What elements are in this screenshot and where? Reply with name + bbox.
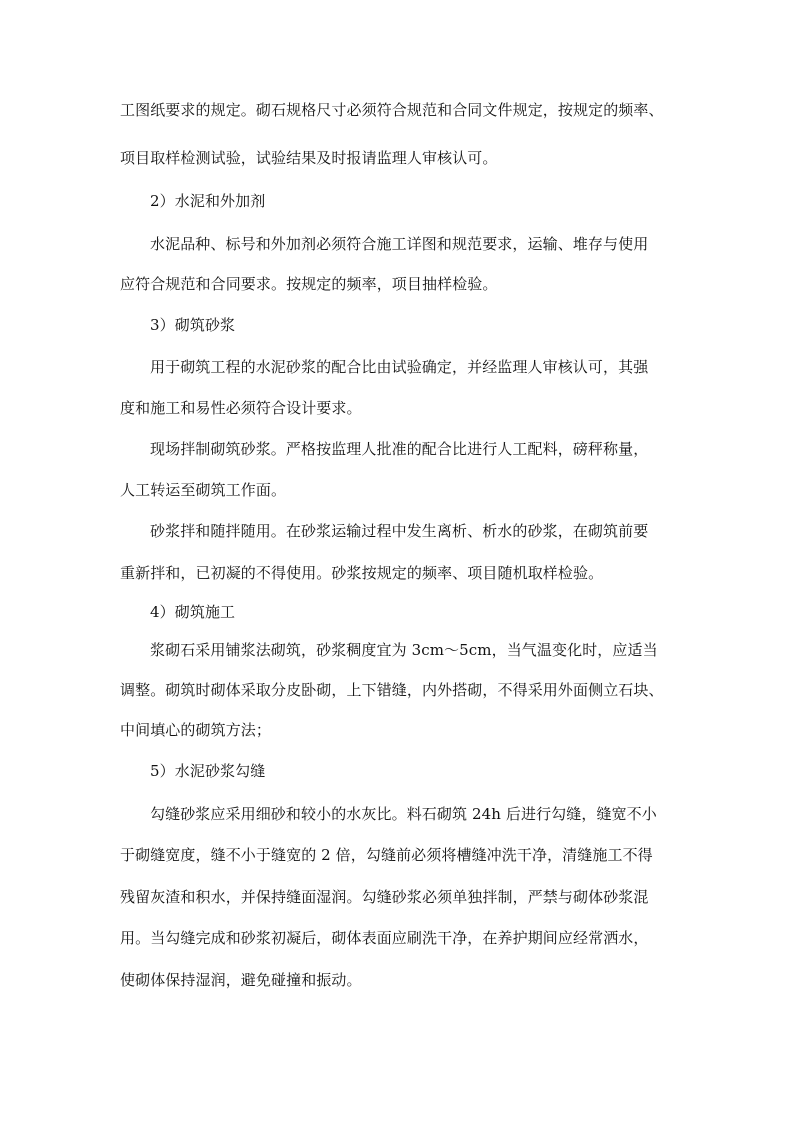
paragraph-line: 勾缝砂浆应采用细砂和较小的水灰比。料石砌筑 24h 后进行勾缝，缝宽不小 — [150, 805, 657, 823]
paragraph-line: 浆砌石采用铺浆法砌筑，砂浆稠度宜为 3cm～5cm，当气温变化时，应适当 — [150, 641, 658, 659]
paragraph-line: 调整。砌筑时砌体采取分皮卧砌，上下错缝，内外搭砌，不得采用外面侧立石块、 — [120, 681, 664, 699]
section-heading-cement: 2）水泥和外加剂 — [150, 192, 266, 210]
paragraph-line: 现场拌制砌筑砂浆。严格按监理人批准的配合比进行人工配料，磅秤称量， — [150, 440, 649, 458]
section-heading-pointing: 5）水泥砂浆勾缝 — [150, 762, 266, 780]
paragraph-line: 应符合规范和合同要求。按规定的频率，项目抽样检验。 — [120, 275, 498, 293]
section-heading-masonry: 4）砌筑施工 — [150, 603, 236, 621]
paragraph-line: 人工转运至砌筑工作面。 — [120, 481, 287, 499]
paragraph-line: 水泥品种、标号和外加剂必须符合施工详图和规范要求，运输、堆存与使用 — [150, 235, 649, 253]
paragraph-line: 砂浆拌和随拌随用。在砂浆运输过程中发生离析、析水的砂浆，在砌筑前要 — [150, 522, 649, 540]
paragraph-line: 于砌缝宽度，缝不小于缝宽的 2 倍，勾缝前必须将槽缝冲洗干净，清缝施工不得 — [120, 846, 653, 864]
section-heading-mortar: 3）砌筑砂浆 — [150, 316, 236, 334]
paragraph-line: 度和施工和易性必须符合设计要求。 — [120, 399, 362, 417]
paragraph-line: 用于砌筑工程的水泥砂浆的配合比由试验确定，并经监理人审核认可，其强 — [150, 358, 649, 376]
paragraph-line: 项目取样检测试验，试验结果及时报请监理人审核认可。 — [120, 149, 498, 167]
paragraph-line: 残留灰渣和积水，并保持缝面湿润。勾缝砂浆必须单独拌制，严禁与砌体砂浆混 — [120, 888, 649, 906]
paragraph-line: 重新拌和，已初凝的不得使用。砂浆按规定的频率、项目随机取样检验。 — [120, 564, 604, 582]
paragraph-line: 使砌体保持湿润，避免碰撞和振动。 — [120, 971, 362, 989]
paragraph-line: 中间填心的砌筑方法； — [120, 721, 272, 739]
paragraph-line: 工图纸要求的规定。砌石规格尺寸必须符合规范和合同文件规定，按规定的频率、 — [120, 101, 664, 119]
paragraph-line: 用。当勾缝完成和砂浆初凝后，砌体表面应刷洗干净，在养护期间应经常洒水， — [120, 929, 649, 947]
